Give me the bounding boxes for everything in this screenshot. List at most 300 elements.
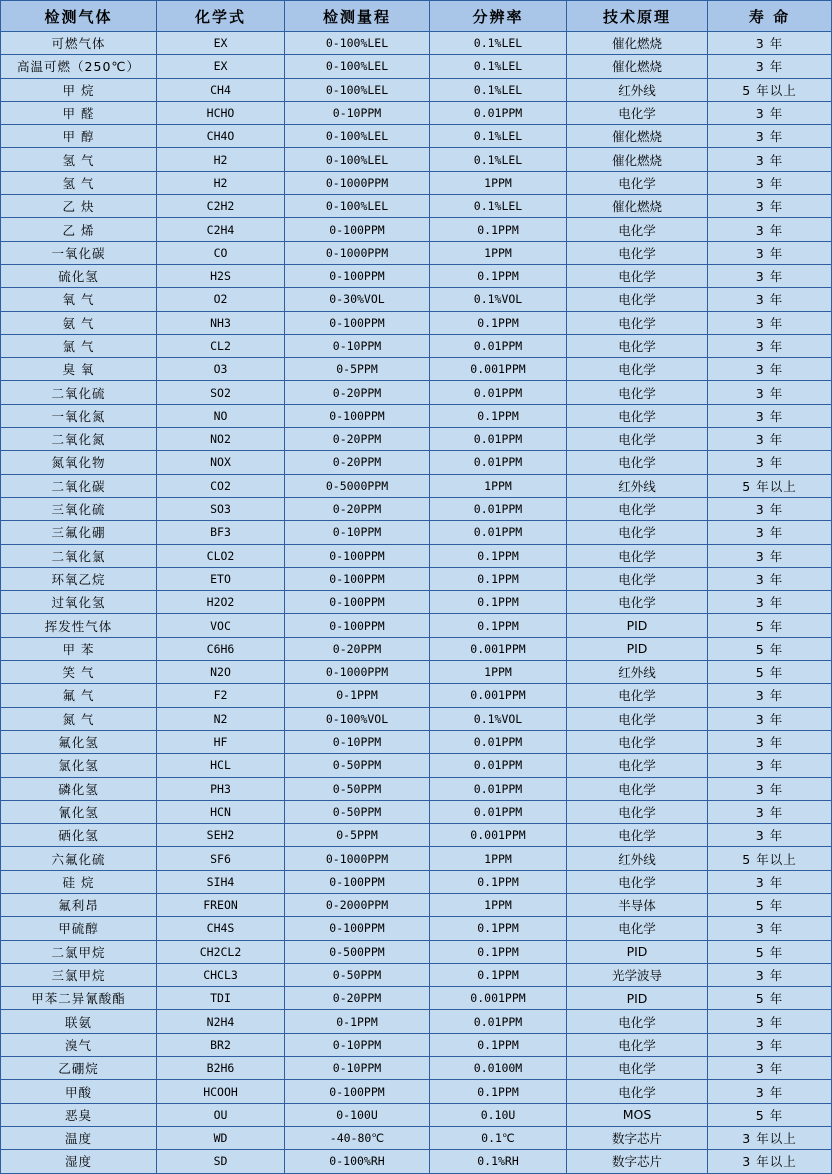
cell-chemical-formula: HF [157, 730, 285, 753]
cell-gas-name: 一氧化氮 [1, 404, 157, 427]
cell-gas-name: 氮 气 [1, 707, 157, 730]
cell-technology: PID [567, 637, 708, 660]
cell-detection-range: 0-10PPM [285, 730, 430, 753]
cell-technology: 光学波导 [567, 963, 708, 986]
cell-lifetime: 3 年 [708, 870, 832, 893]
cell-gas-name: 磷化氢 [1, 777, 157, 800]
table-row [1, 358, 832, 381]
cell-detection-range: 0-100PPM [285, 870, 430, 893]
cell-gas-name: 三氟化硼 [1, 521, 157, 544]
cell-lifetime: 3 年 [708, 1033, 832, 1056]
table-header [1, 1, 832, 32]
cell-lifetime: 3 年 [708, 777, 832, 800]
cell-lifetime: 3 年 [708, 358, 832, 381]
cell-detection-range: 0-100%LEL [285, 55, 430, 78]
table-row [1, 870, 832, 893]
cell-detection-range: 0-20PPM [285, 451, 430, 474]
cell-lifetime: 3 年 [708, 824, 832, 847]
cell-resolution: 0.1℃ [430, 1126, 567, 1149]
cell-chemical-formula: C2H4 [157, 218, 285, 241]
cell-lifetime: 3 年 [708, 754, 832, 777]
cell-lifetime: 3 年 [708, 567, 832, 590]
cell-gas-name: 温度 [1, 1126, 157, 1149]
cell-gas-name: 甲 苯 [1, 637, 157, 660]
cell-gas-name: 挥发性气体 [1, 614, 157, 637]
cell-technology: 电化学 [567, 567, 708, 590]
table-row [1, 614, 832, 637]
cell-lifetime: 3 年 [708, 264, 832, 287]
cell-resolution: 0.1PPM [430, 1033, 567, 1056]
cell-resolution: 0.10U [430, 1103, 567, 1126]
cell-gas-name: 氧 气 [1, 288, 157, 311]
table-row [1, 101, 832, 124]
cell-detection-range: 0-100PPM [285, 591, 430, 614]
cell-chemical-formula: SO3 [157, 497, 285, 520]
cell-resolution: 0.1PPM [430, 567, 567, 590]
cell-lifetime: 3 年 [708, 195, 832, 218]
cell-lifetime: 3 年 [708, 451, 832, 474]
cell-detection-range: 0-50PPM [285, 777, 430, 800]
cell-technology: 电化学 [567, 521, 708, 544]
cell-chemical-formula: PH3 [157, 777, 285, 800]
cell-resolution: 0.1%LEL [430, 55, 567, 78]
cell-technology: 催化燃烧 [567, 125, 708, 148]
cell-gas-name: 硒化氢 [1, 824, 157, 847]
cell-chemical-formula: HCOOH [157, 1080, 285, 1103]
cell-technology: 电化学 [567, 1080, 708, 1103]
header-technology: 技术原理 [567, 1, 708, 32]
cell-gas-name: 二氧化氯 [1, 544, 157, 567]
cell-chemical-formula: CH4S [157, 917, 285, 940]
cell-gas-name: 一氧化碳 [1, 241, 157, 264]
cell-chemical-formula: NH3 [157, 311, 285, 334]
cell-gas-name: 乙硼烷 [1, 1057, 157, 1080]
cell-technology: 电化学 [567, 381, 708, 404]
cell-chemical-formula: NOX [157, 451, 285, 474]
cell-lifetime: 3 年 [708, 684, 832, 707]
cell-chemical-formula: CO [157, 241, 285, 264]
cell-detection-range: 0-50PPM [285, 963, 430, 986]
table-row [1, 125, 832, 148]
table-row [1, 730, 832, 753]
cell-technology: 电化学 [567, 497, 708, 520]
cell-lifetime: 3 年 [708, 241, 832, 264]
table-row [1, 428, 832, 451]
cell-detection-range: 0-1PPM [285, 684, 430, 707]
cell-resolution: 0.01PPM [430, 101, 567, 124]
cell-resolution: 0.01PPM [430, 521, 567, 544]
cell-gas-name: 硅 烷 [1, 870, 157, 893]
cell-gas-name: 二氧化碳 [1, 474, 157, 497]
cell-lifetime: 5 年 [708, 637, 832, 660]
cell-lifetime: 3 年 [708, 32, 832, 55]
cell-detection-range: 0-1000PPM [285, 661, 430, 684]
cell-resolution: 0.01PPM [430, 730, 567, 753]
table-row [1, 777, 832, 800]
cell-resolution: 0.1%LEL [430, 195, 567, 218]
cell-gas-name: 氮氧化物 [1, 451, 157, 474]
cell-resolution: 1PPM [430, 241, 567, 264]
cell-chemical-formula: BR2 [157, 1033, 285, 1056]
cell-chemical-formula: CH4 [157, 78, 285, 101]
cell-detection-range: 0-100U [285, 1103, 430, 1126]
table-row [1, 218, 832, 241]
cell-chemical-formula: F2 [157, 684, 285, 707]
cell-gas-name: 氟化氢 [1, 730, 157, 753]
table-row [1, 800, 832, 823]
cell-technology: 电化学 [567, 101, 708, 124]
cell-detection-range: 0-10PPM [285, 101, 430, 124]
cell-chemical-formula: H2 [157, 148, 285, 171]
cell-gas-name: 甲硫醇 [1, 917, 157, 940]
cell-lifetime: 3 年 [708, 730, 832, 753]
cell-technology: 电化学 [567, 428, 708, 451]
cell-resolution: 1PPM [430, 847, 567, 870]
table-row [1, 684, 832, 707]
cell-technology: 电化学 [567, 754, 708, 777]
cell-gas-name: 氢 气 [1, 171, 157, 194]
cell-resolution: 0.01PPM [430, 334, 567, 357]
cell-technology: 电化学 [567, 451, 708, 474]
cell-chemical-formula: H2 [157, 171, 285, 194]
table-row [1, 497, 832, 520]
cell-lifetime: 3 年 [708, 218, 832, 241]
cell-resolution: 0.001PPM [430, 684, 567, 707]
cell-detection-range: 0-100%LEL [285, 148, 430, 171]
cell-detection-range: 0-100%VOL [285, 707, 430, 730]
table-row [1, 754, 832, 777]
cell-resolution: 1PPM [430, 893, 567, 916]
cell-technology: 电化学 [567, 311, 708, 334]
cell-chemical-formula: CL2 [157, 334, 285, 357]
cell-detection-range: 0-100PPM [285, 567, 430, 590]
cell-lifetime: 3 年 [708, 917, 832, 940]
table-row [1, 195, 832, 218]
cell-technology: 电化学 [567, 684, 708, 707]
cell-detection-range: 0-20PPM [285, 987, 430, 1010]
cell-lifetime: 5 年 [708, 614, 832, 637]
cell-technology: 数字芯片 [567, 1126, 708, 1149]
table-row [1, 917, 832, 940]
cell-gas-name: 二氧化氮 [1, 428, 157, 451]
cell-lifetime: 3 年 [708, 497, 832, 520]
cell-resolution: 0.1%LEL [430, 148, 567, 171]
cell-detection-range: 0-100PPM [285, 218, 430, 241]
cell-detection-range: 0-1000PPM [285, 171, 430, 194]
cell-technology: 电化学 [567, 707, 708, 730]
cell-technology: 电化学 [567, 404, 708, 427]
table-row [1, 148, 832, 171]
cell-resolution: 0.1PPM [430, 404, 567, 427]
cell-chemical-formula: NO2 [157, 428, 285, 451]
cell-resolution: 0.1PPM [430, 614, 567, 637]
cell-chemical-formula: SD [157, 1150, 285, 1173]
cell-chemical-formula: O2 [157, 288, 285, 311]
table-row [1, 1080, 832, 1103]
cell-resolution: 0.1PPM [430, 917, 567, 940]
cell-lifetime: 3 年 [708, 288, 832, 311]
cell-technology: 电化学 [567, 591, 708, 614]
cell-gas-name: 氟 气 [1, 684, 157, 707]
cell-chemical-formula: SIH4 [157, 870, 285, 893]
cell-chemical-formula: SO2 [157, 381, 285, 404]
table-row [1, 241, 832, 264]
cell-lifetime: 3 年 [708, 963, 832, 986]
cell-technology: 电化学 [567, 334, 708, 357]
cell-technology: 电化学 [567, 171, 708, 194]
cell-technology: 电化学 [567, 544, 708, 567]
cell-lifetime: 3 年以上 [708, 1150, 832, 1173]
cell-resolution: 0.001PPM [430, 824, 567, 847]
table-row [1, 847, 832, 870]
cell-technology: 红外线 [567, 661, 708, 684]
cell-gas-name: 二氯甲烷 [1, 940, 157, 963]
cell-detection-range: 0-10PPM [285, 521, 430, 544]
cell-lifetime: 5 年以上 [708, 78, 832, 101]
cell-technology: 电化学 [567, 1010, 708, 1033]
cell-technology: 数字芯片 [567, 1150, 708, 1173]
cell-lifetime: 3 年 [708, 1080, 832, 1103]
table-row [1, 381, 832, 404]
cell-resolution: 0.01PPM [430, 754, 567, 777]
cell-lifetime: 5 年 [708, 893, 832, 916]
cell-resolution: 0.01PPM [430, 777, 567, 800]
cell-technology: 红外线 [567, 847, 708, 870]
cell-gas-name: 高温可燃（250℃） [1, 55, 157, 78]
cell-detection-range: 0-5PPM [285, 824, 430, 847]
cell-detection-range: 0-100PPM [285, 614, 430, 637]
cell-detection-range: 0-10PPM [285, 1057, 430, 1080]
cell-chemical-formula: HCHO [157, 101, 285, 124]
cell-gas-name: 甲 醛 [1, 101, 157, 124]
cell-chemical-formula: HCN [157, 800, 285, 823]
cell-resolution: 0.01PPM [430, 428, 567, 451]
cell-gas-name: 乙 烯 [1, 218, 157, 241]
cell-detection-range: 0-50PPM [285, 754, 430, 777]
cell-chemical-formula: O3 [157, 358, 285, 381]
table-row [1, 707, 832, 730]
table-row [1, 521, 832, 544]
table-row [1, 55, 832, 78]
cell-chemical-formula: EX [157, 55, 285, 78]
cell-lifetime: 5 年 [708, 987, 832, 1010]
cell-lifetime: 3 年 [708, 334, 832, 357]
cell-resolution: 0.01PPM [430, 381, 567, 404]
cell-technology: 电化学 [567, 824, 708, 847]
cell-technology: 电化学 [567, 730, 708, 753]
cell-lifetime: 3 年以上 [708, 1126, 832, 1149]
cell-resolution: 0.01PPM [430, 497, 567, 520]
cell-resolution: 0.1PPM [430, 940, 567, 963]
cell-detection-range: 0-1PPM [285, 1010, 430, 1033]
cell-detection-range: 0-20PPM [285, 497, 430, 520]
table-row [1, 1126, 832, 1149]
cell-technology: 电化学 [567, 241, 708, 264]
cell-detection-range: 0-100PPM [285, 264, 430, 287]
cell-detection-range: 0-500PPM [285, 940, 430, 963]
table-row [1, 451, 832, 474]
cell-chemical-formula: B2H6 [157, 1057, 285, 1080]
cell-resolution: 0.01PPM [430, 800, 567, 823]
cell-technology: PID [567, 940, 708, 963]
table-row [1, 893, 832, 916]
cell-gas-name: 臭 氧 [1, 358, 157, 381]
cell-detection-range: 0-100PPM [285, 1080, 430, 1103]
cell-gas-name: 恶臭 [1, 1103, 157, 1126]
cell-detection-range: 0-5PPM [285, 358, 430, 381]
cell-chemical-formula: WD [157, 1126, 285, 1149]
cell-lifetime: 3 年 [708, 171, 832, 194]
cell-detection-range: 0-1000PPM [285, 241, 430, 264]
cell-chemical-formula: FREON [157, 893, 285, 916]
table-row [1, 987, 832, 1010]
table-row [1, 1150, 832, 1173]
cell-detection-range: 0-100PPM [285, 404, 430, 427]
cell-lifetime: 3 年 [708, 311, 832, 334]
cell-chemical-formula: ETO [157, 567, 285, 590]
cell-technology: 红外线 [567, 474, 708, 497]
cell-lifetime: 3 年 [708, 1010, 832, 1033]
cell-lifetime: 3 年 [708, 544, 832, 567]
cell-lifetime: 3 年 [708, 521, 832, 544]
cell-detection-range: 0-100%LEL [285, 78, 430, 101]
cell-detection-range: 0-100%LEL [285, 195, 430, 218]
cell-resolution: 0.01PPM [430, 1010, 567, 1033]
cell-technology: 电化学 [567, 1057, 708, 1080]
table-row [1, 264, 832, 287]
cell-resolution: 1PPM [430, 661, 567, 684]
cell-detection-range: 0-100PPM [285, 917, 430, 940]
cell-resolution: 0.1PPM [430, 963, 567, 986]
cell-detection-range: 0-100PPM [285, 311, 430, 334]
cell-technology: 电化学 [567, 777, 708, 800]
cell-technology: 电化学 [567, 288, 708, 311]
cell-resolution: 0.001PPM [430, 987, 567, 1010]
cell-detection-range: 0-1000PPM [285, 847, 430, 870]
cell-detection-range: 0-20PPM [285, 428, 430, 451]
cell-detection-range: 0-30%VOL [285, 288, 430, 311]
cell-resolution: 0.001PPM [430, 637, 567, 660]
cell-technology: 红外线 [567, 78, 708, 101]
cell-detection-range: 0-10PPM [285, 1033, 430, 1056]
cell-chemical-formula: NO [157, 404, 285, 427]
cell-technology: MOS [567, 1103, 708, 1126]
cell-detection-range: 0-10PPM [285, 334, 430, 357]
cell-technology: 电化学 [567, 870, 708, 893]
table-row [1, 591, 832, 614]
table-row [1, 567, 832, 590]
cell-gas-name: 溴气 [1, 1033, 157, 1056]
cell-detection-range: 0-2000PPM [285, 893, 430, 916]
cell-resolution: 0.1PPM [430, 311, 567, 334]
cell-technology: 电化学 [567, 1033, 708, 1056]
cell-resolution: 0.1%VOL [430, 288, 567, 311]
cell-resolution: 0.1PPM [430, 264, 567, 287]
cell-resolution: 0.1PPM [430, 1080, 567, 1103]
cell-technology: PID [567, 614, 708, 637]
table-row [1, 637, 832, 660]
table-row [1, 171, 832, 194]
cell-resolution: 0.1%LEL [430, 78, 567, 101]
cell-resolution: 0.1%VOL [430, 707, 567, 730]
cell-technology: 电化学 [567, 358, 708, 381]
cell-lifetime: 5 年以上 [708, 847, 832, 870]
table-header-row [1, 1, 832, 32]
header-gas-name: 检测气体 [1, 1, 157, 32]
cell-technology: 催化燃烧 [567, 32, 708, 55]
table-row [1, 1057, 832, 1080]
cell-gas-name: 联氨 [1, 1010, 157, 1033]
cell-lifetime: 5 年以上 [708, 474, 832, 497]
cell-chemical-formula: HCL [157, 754, 285, 777]
cell-gas-name: 甲酸 [1, 1080, 157, 1103]
cell-lifetime: 3 年 [708, 55, 832, 78]
cell-lifetime: 3 年 [708, 800, 832, 823]
cell-gas-name: 环氧乙烷 [1, 567, 157, 590]
cell-gas-name: 甲苯二异氰酸酯 [1, 987, 157, 1010]
cell-chemical-formula: CH2CL2 [157, 940, 285, 963]
cell-gas-name: 氯化氢 [1, 754, 157, 777]
table-row [1, 544, 832, 567]
cell-chemical-formula: SEH2 [157, 824, 285, 847]
cell-gas-name: 甲 烷 [1, 78, 157, 101]
header-lifetime: 寿 命 [708, 1, 832, 32]
table-row [1, 1103, 832, 1126]
cell-gas-name: 甲 醇 [1, 125, 157, 148]
table-row [1, 661, 832, 684]
cell-technology: 电化学 [567, 218, 708, 241]
cell-technology: 电化学 [567, 800, 708, 823]
cell-detection-range: 0-100%LEL [285, 125, 430, 148]
cell-gas-name: 氰化氢 [1, 800, 157, 823]
cell-chemical-formula: CHCL3 [157, 963, 285, 986]
cell-resolution: 0.001PPM [430, 358, 567, 381]
cell-detection-range: 0-20PPM [285, 637, 430, 660]
cell-technology: 催化燃烧 [567, 195, 708, 218]
cell-gas-name: 硫化氢 [1, 264, 157, 287]
table-body [1, 32, 832, 1174]
cell-gas-name: 氨 气 [1, 311, 157, 334]
cell-resolution: 1PPM [430, 474, 567, 497]
cell-resolution: 1PPM [430, 171, 567, 194]
cell-chemical-formula: C2H2 [157, 195, 285, 218]
cell-gas-name: 三氯甲烷 [1, 963, 157, 986]
cell-lifetime: 3 年 [708, 707, 832, 730]
cell-gas-name: 笑 气 [1, 661, 157, 684]
cell-chemical-formula: N2 [157, 707, 285, 730]
table-row [1, 940, 832, 963]
cell-technology: 半导体 [567, 893, 708, 916]
cell-resolution: 0.1PPM [430, 544, 567, 567]
header-chemical-formula: 化学式 [157, 1, 285, 32]
cell-lifetime: 3 年 [708, 125, 832, 148]
table-row [1, 1033, 832, 1056]
cell-gas-name: 氯 气 [1, 334, 157, 357]
table-row [1, 404, 832, 427]
cell-chemical-formula: TDI [157, 987, 285, 1010]
cell-gas-name: 三氧化硫 [1, 497, 157, 520]
cell-chemical-formula: SF6 [157, 847, 285, 870]
cell-resolution: 0.0100M [430, 1057, 567, 1080]
cell-chemical-formula: CO2 [157, 474, 285, 497]
cell-technology: PID [567, 987, 708, 1010]
cell-resolution: 0.1PPM [430, 591, 567, 614]
cell-gas-name: 氟利昂 [1, 893, 157, 916]
cell-lifetime: 5 年 [708, 661, 832, 684]
table-row [1, 78, 832, 101]
cell-technology: 催化燃烧 [567, 148, 708, 171]
cell-chemical-formula: OU [157, 1103, 285, 1126]
